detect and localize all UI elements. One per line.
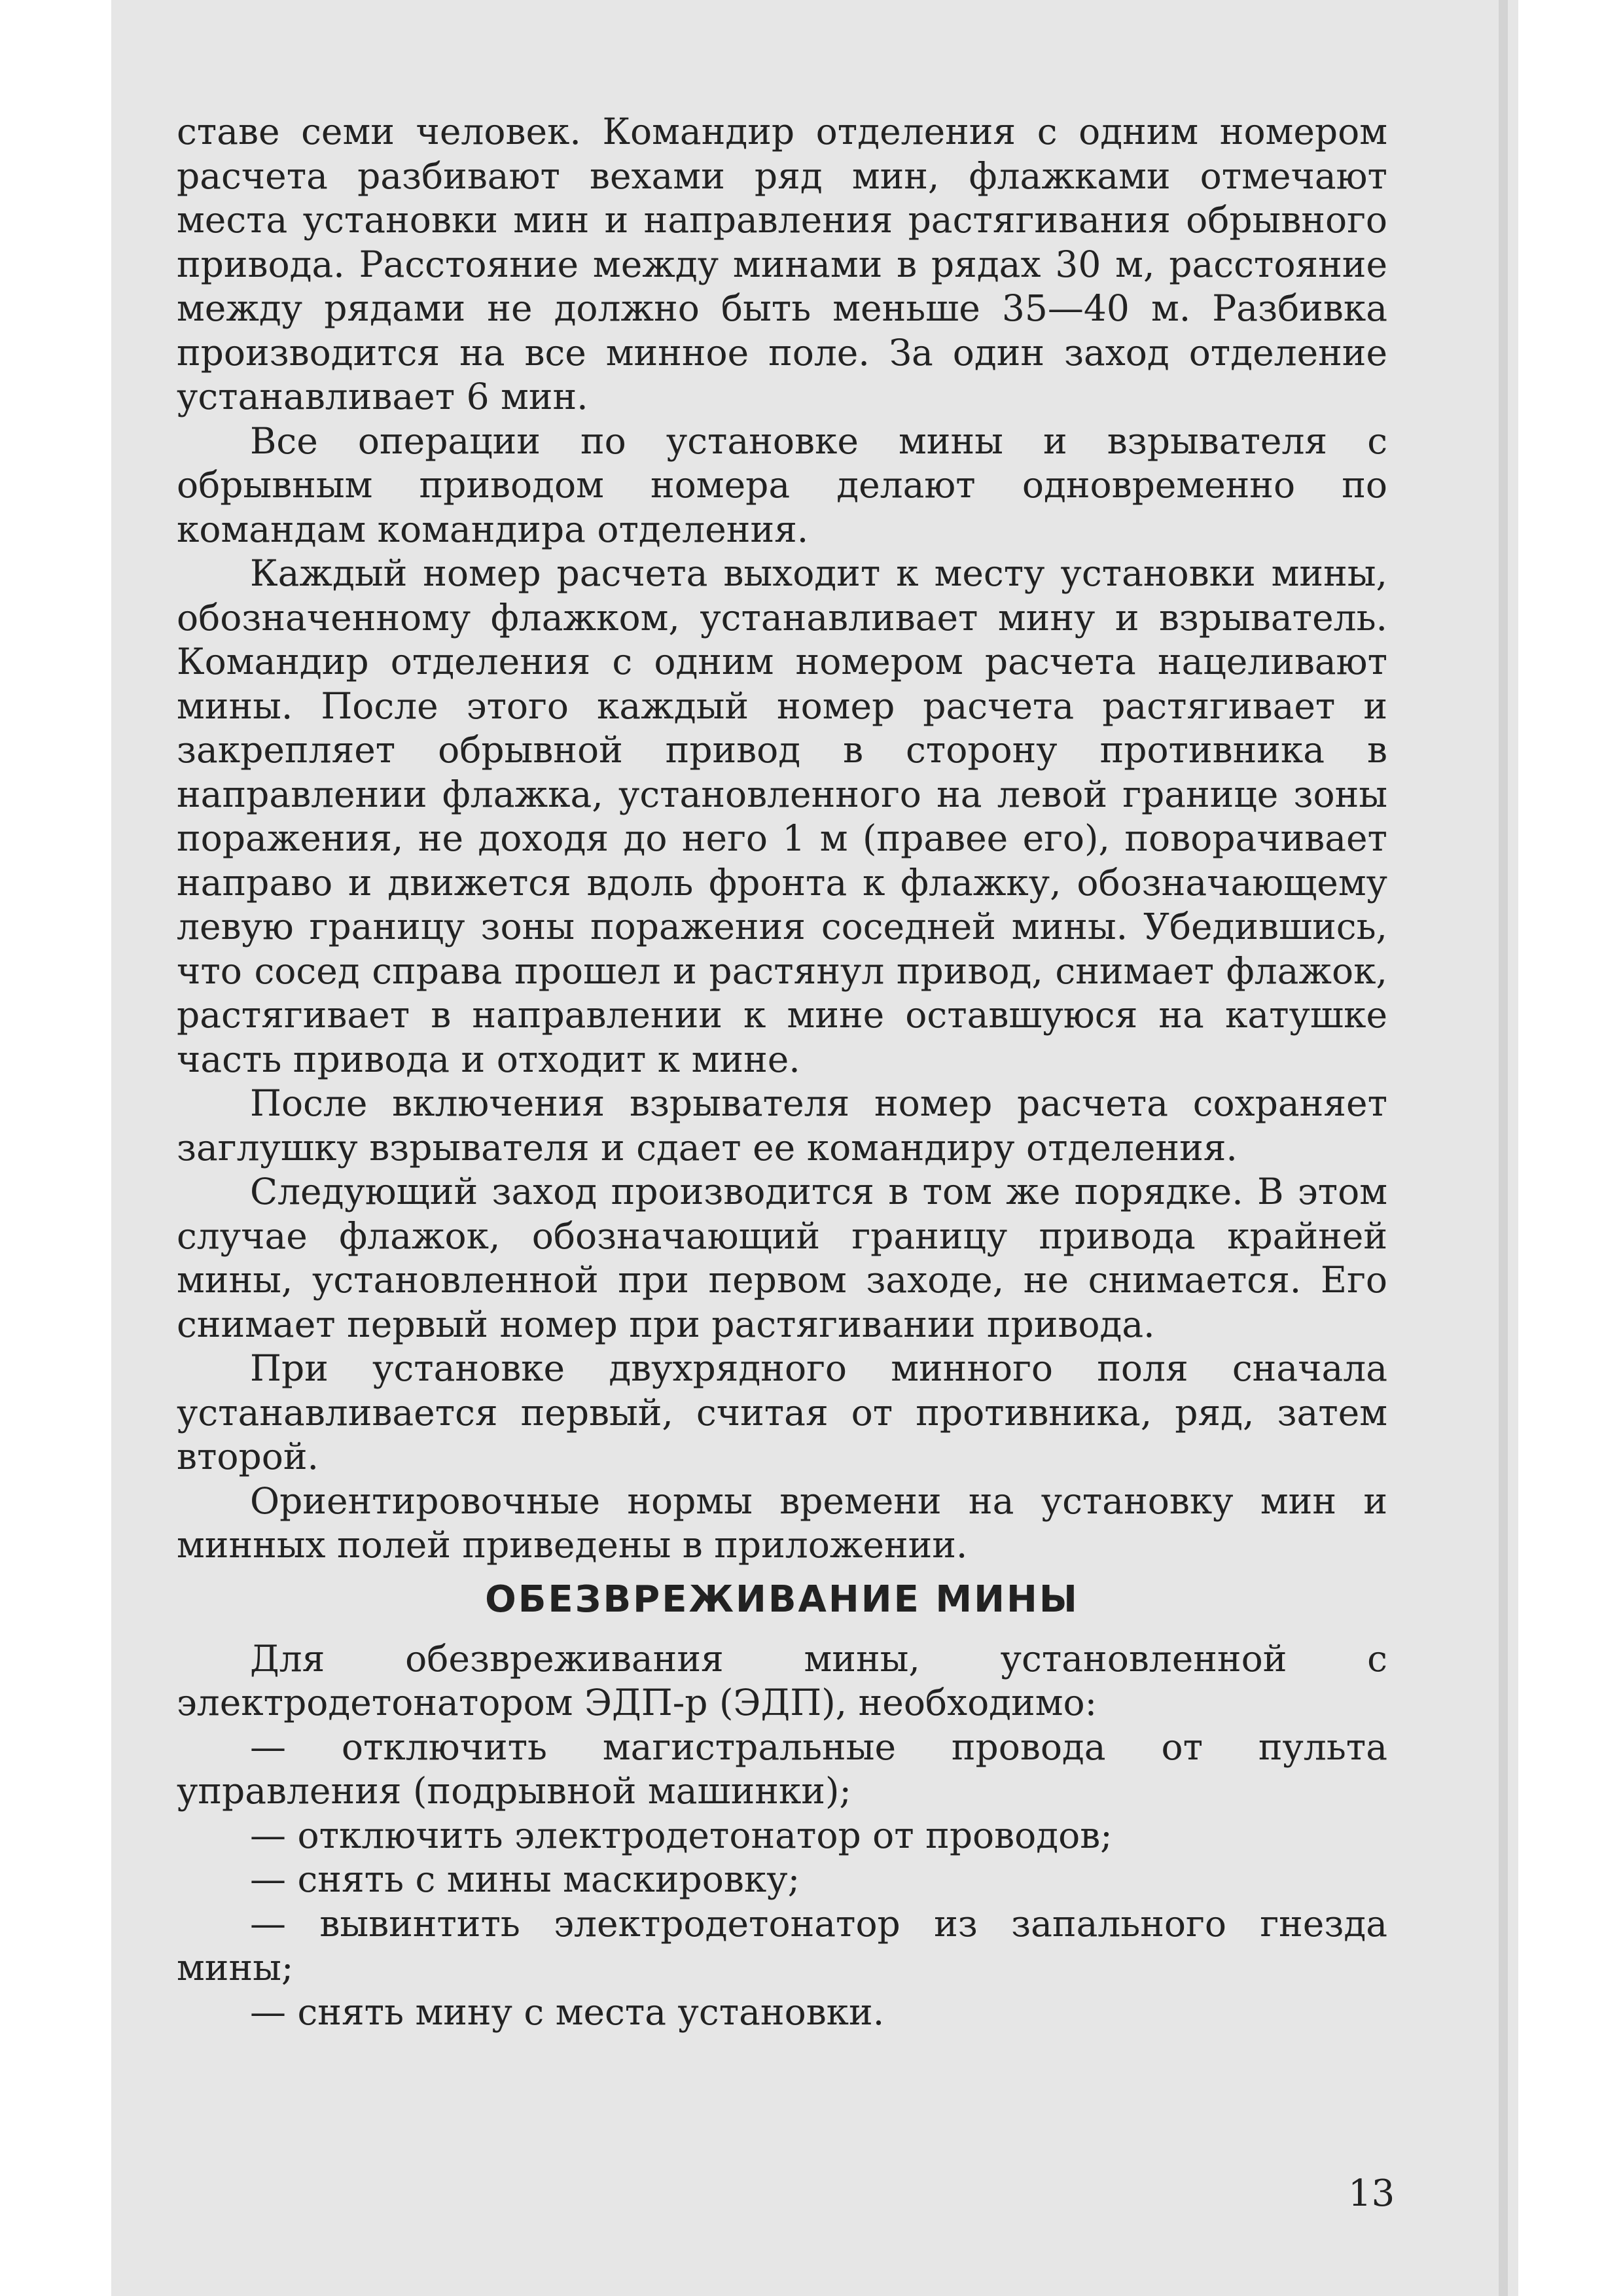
list-item: — снять с мины маскировку; [250,1858,800,1900]
list-item: — снять мину с места установки. [250,1990,885,2033]
section-heading: ОБЕЗВРЕЖИВАНИЕ МИНЫ [485,1578,1079,1621]
paragraph: Все операции по установке мины и взрывателя с обрывным приводом номера делают одновременно по командам командира отделения. [177,419,1387,550]
paragraph: После включения взрывателя номер расчета сохраняет заглушку взрывателя и сдает ее командиру отделения. [177,1082,1387,1169]
paragraph: Ориентировочные нормы времени на установку мин и минных полей приведены в приложении. [177,1479,1387,1566]
page-number: 13 [1348,2172,1395,2215]
paragraph: Следующий заход производится в том же порядке. В этом случае флажок, обозначающий границу привода крайней мины, установленной при первом заходе, не снимается. Его снимает первый номер при растягивании привода. [177,1171,1387,1345]
list-item: — отключить электродетонатор от проводов; [250,1814,1113,1856]
paragraph: Каждый номер расчета выходит к месту установки мины, обозначенному флажком, устанавливает мину и взрыватель. Командир отделения с одним номером расчета нацеливают мины. После этого каждый номер расчета растягивает и закрепляет обрывной привод в сторону противника в направлении флажка, установленного на левой границе зоны поражения, не доходя до него 1 м (правее его), поворачивает направо и движется вдоль фронта к флажку, обозначающему левую границу зоны поражения соседней мины. Убедившись, что сосед справа прошел и растянул привод, снимает флажок, растягивает в направлении к мине оставшуюся на катушке часть привода и отходит к мине. [177,552,1387,1080]
paragraph: Для обезвреживания мины, установленной с электродетонатором ЭДП-р (ЭДП), необходимо: [177,1637,1387,1723]
list-item: — отключить магистральные провода от пульта управления (подрывной машинки); [177,1725,1387,1812]
paragraph: При установке двухрядного минного поля сначала устанавливается первый, считая от противника, ряд, затем второй. [177,1347,1387,1477]
text-body [177,110,1387,2034]
paragraph: ставе семи человек. Командир отделения с одним номером расчета разбивают вехами ряд мин, флажками отмечают места установки мин и направления растягивания обрывного привода. Расстояние между минами в рядах 30 м, расстояние между рядами не должно быть меньше 35—40 м. Разбивка производится на все минное поле. За один заход отделение устанавливает 6 мин. [177,111,1387,417]
list-item: — вывинтить электродетонатор из запального гнезда мины; [177,1902,1387,1988]
page-edge-shadow [1499,0,1508,2296]
